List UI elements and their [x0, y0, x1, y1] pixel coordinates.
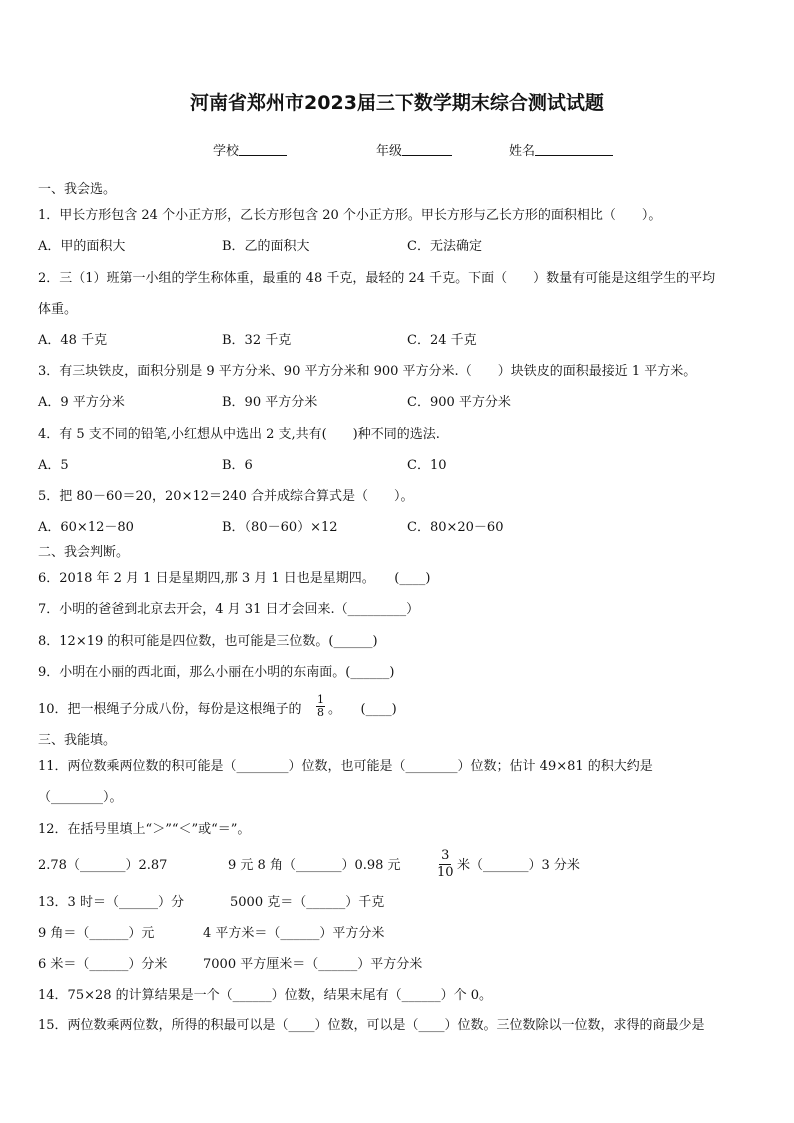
question-10-stem: 10．把一根绳子分成八份，每份是这根绳子的: [38, 702, 302, 717]
q10-fraction: [316, 694, 325, 719]
q12-part-3: 米（_______）3 分米: [457, 858, 580, 873]
q10-fraction-numerator: 1: [317, 693, 324, 706]
question-2-stem-line1: 2．三（1）班第一小组的学生称体重，最重的 48 千克，最轻的 24 千克。下面（ ）数量有可能是这组学生的平均: [38, 271, 716, 286]
question-3-stem: 3．有三块铁皮，面积分别是 9 平方分米、90 平方分米和 900 平方分米.（ ）块铁皮的面积最接近 1 平方米。: [38, 364, 697, 379]
q3-option-c: C．900 平方分米: [407, 395, 511, 410]
q13-row2-right: 4 平方米＝（______）平方分米: [203, 926, 385, 941]
question-4-stem: 4．有 5 支不同的铅笔,小红想从中选出 2 支,共有( )种不同的选法.: [38, 427, 440, 442]
q5-option-a: A．60×12－80: [38, 520, 134, 535]
q13-row2-left: 9 角＝（______）元: [38, 926, 155, 941]
section-heading-2: 二、我会判断。: [38, 545, 130, 560]
question-6: 6．2018 年 2 月 1 日是星期四,那 3 月 1 日也是星期四。 (____): [38, 571, 431, 586]
grade-blank[interactable]: [402, 142, 452, 156]
q13-row3-right: 7000 平方厘米＝（______）平方分米: [203, 957, 423, 972]
page-title: 河南省郑州市2023届三下数学期末综合测试试题: [190, 92, 604, 114]
question-1-stem: 1．甲长方形包含 24 个小正方形，乙长方形包含 20 个小正方形。甲长方形与乙长方形的面积相比（ ）。: [38, 208, 662, 223]
question-12-stem: 12．在括号里填上“＞”“＜”或“＝”。: [38, 822, 251, 837]
q3-option-b: B．90 平方分米: [222, 395, 318, 410]
q12-part-2: 9 元 8 角（_______）0.98 元: [228, 858, 401, 873]
q4-option-b: B．6: [222, 458, 253, 473]
q1-option-b: B．乙的面积大: [222, 239, 310, 254]
question-14: 14．75×28 的计算结果是一个（______）位数，结果末尾有（______）个 0。: [38, 988, 493, 1003]
school-field: [213, 142, 287, 160]
q12-part-1: 2.78（_______）2.87: [38, 858, 168, 873]
question-11-line1: 11．两位数乘两位数的积可能是（________）位数，也可能是（________）位数；估计 49×81 的积大约是: [38, 759, 653, 774]
q13-row1-left: 13．3 时＝（______）分: [38, 895, 184, 910]
name-field: [509, 142, 613, 160]
q4-option-a: A．5: [38, 458, 69, 473]
q12-fraction-denominator: 10: [437, 865, 454, 880]
question-5-stem: 5．把 80－60＝20，20×12＝240 合并成综合算式是（ ）。: [38, 489, 414, 504]
grade-label: 年级: [376, 144, 403, 159]
q4-option-c: C．10: [407, 458, 447, 473]
question-9: 9．小明在小丽的西北面，那么小丽在小明的东南面。(______): [38, 665, 395, 680]
school-label: 学校: [213, 144, 240, 159]
q13-row3-left: 6 米＝（______）分米: [38, 957, 168, 972]
q13-row1-right: 5000 克＝（______）千克: [230, 895, 385, 910]
q10-fraction-denominator: 8: [317, 706, 324, 719]
question-7: 7．小明的爸爸到北京去开会，4 月 31 日才会回来.（_________）: [38, 602, 420, 617]
q12-fraction: [437, 848, 454, 881]
q2-option-a: A．48 千克: [38, 333, 108, 348]
q5-option-b: B．（80－60）×12: [222, 520, 338, 535]
question-2-stem-line2: 体重。: [38, 302, 78, 317]
q1-option-a: A．甲的面积大: [38, 239, 126, 254]
q2-option-b: B．32 千克: [222, 333, 292, 348]
q12-fraction-numerator: 3: [441, 848, 450, 863]
q2-option-c: C．24 千克: [407, 333, 477, 348]
question-10-tail: 。 (____): [328, 702, 397, 717]
section-heading-3: 三、我能填。: [38, 733, 117, 748]
name-blank[interactable]: [535, 142, 613, 156]
q1-option-c: C．无法确定: [407, 239, 482, 254]
question-15: 15．两位数乘两位数，所得的积最可以是（____）位数，可以是（____）位数。三位数除以一位数，求得的商最少是: [38, 1018, 705, 1033]
question-8: 8．12×19 的积可能是四位数，也可能是三位数。(______): [38, 634, 378, 649]
school-blank[interactable]: [239, 142, 287, 156]
q5-option-c: C．80×20－60: [407, 520, 504, 535]
question-11-line2: （________）。: [38, 790, 123, 805]
grade-field: [376, 142, 452, 160]
section-heading-1: 一、我会选。: [38, 182, 117, 197]
q3-option-a: A．9 平方分米: [38, 395, 125, 410]
name-label: 姓名: [509, 144, 536, 159]
